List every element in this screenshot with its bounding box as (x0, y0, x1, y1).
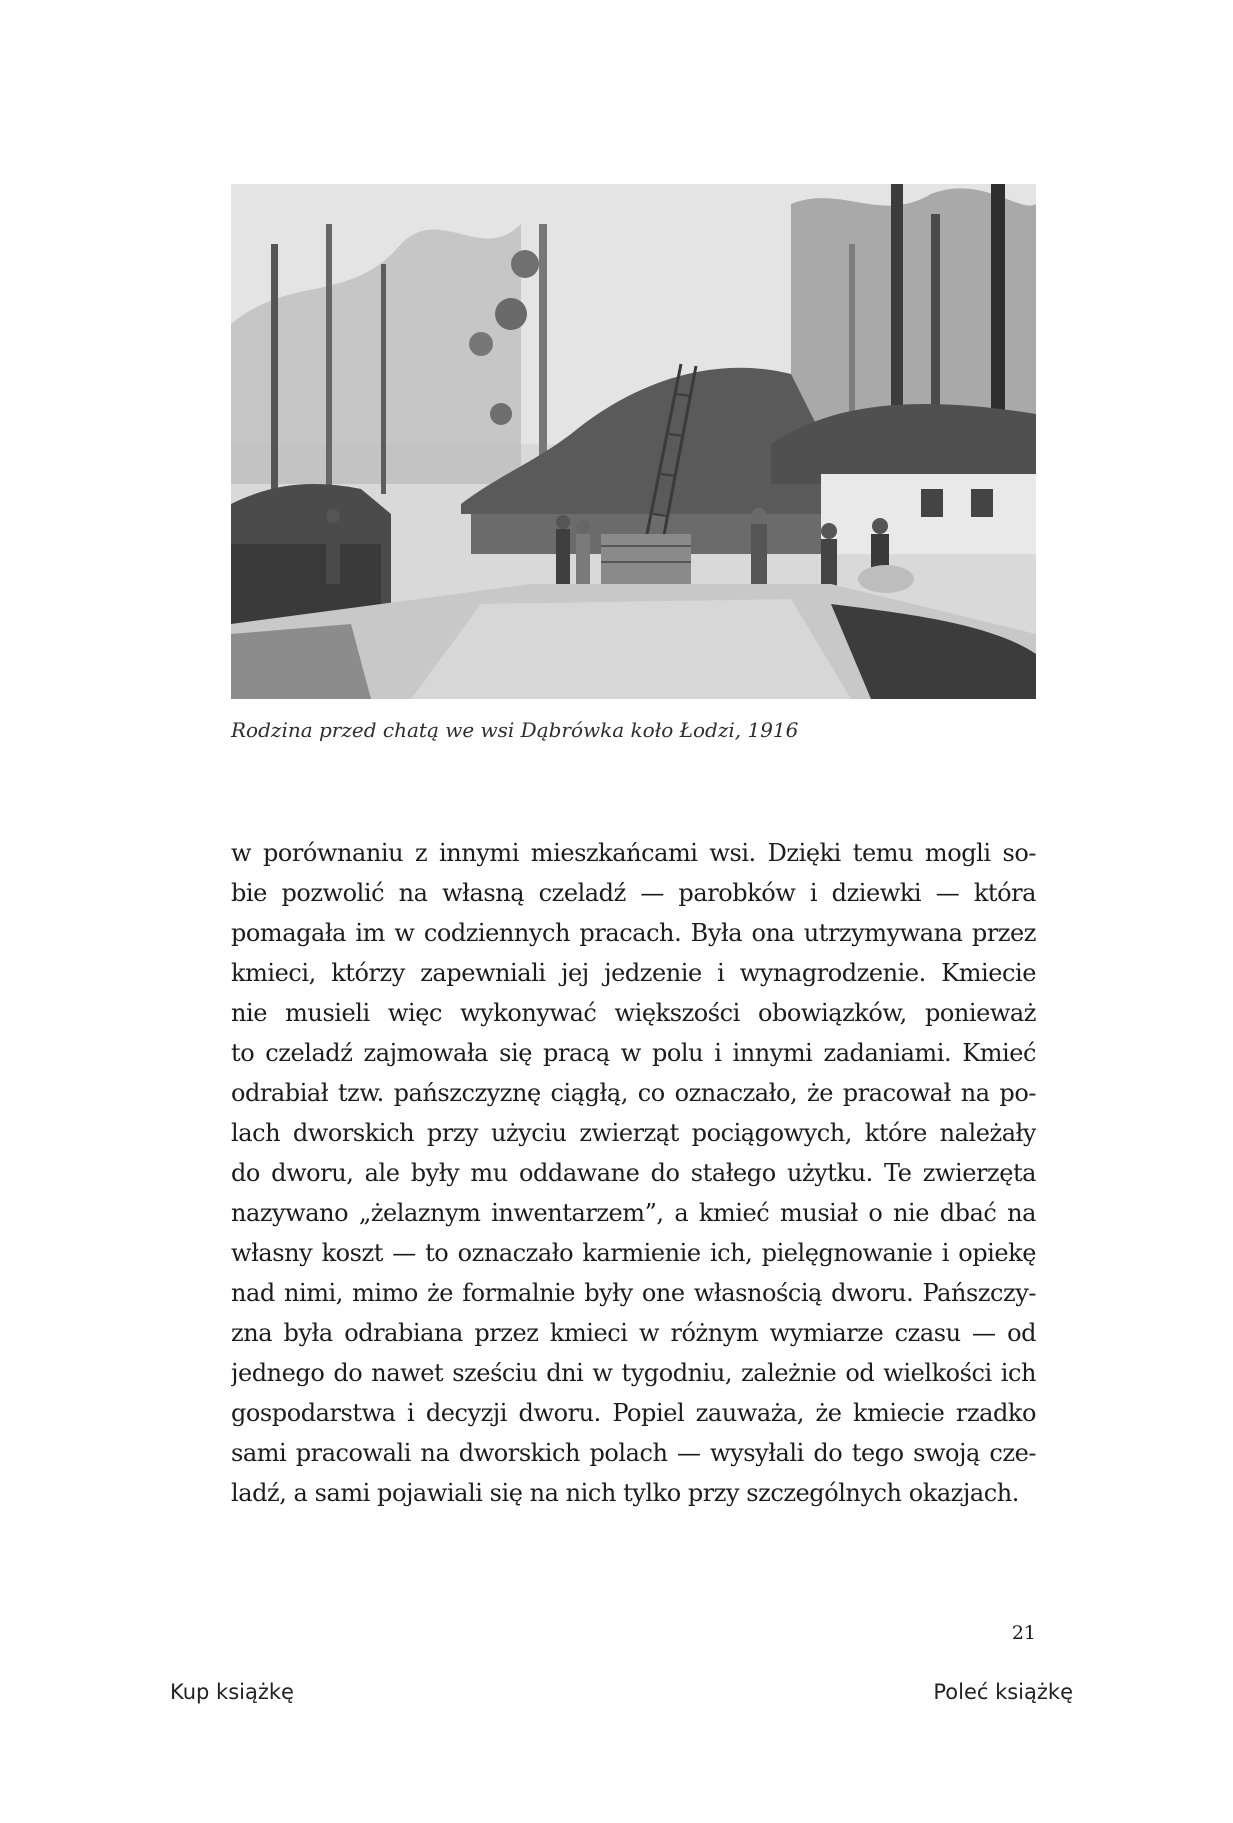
village-photo (231, 184, 1036, 699)
text-line: sami pracowali na dworskich polach — wysyłali do tego swoją cze- (231, 1439, 1036, 1467)
figure-caption: Rodzina przed chatą we wsi Dąbrówka koło Łodzi, 1916 (231, 718, 799, 742)
recommend-book-link[interactable]: Poleć książkę (933, 1680, 1073, 1704)
text-line: odrabiał tzw. pańszczyznę ciągłą, co oznaczało, że pracował na po- (231, 1079, 1036, 1107)
text-line: kmieci, którzy zapewniali jej jedzenie i wynagrodzenie. Kmiecie (231, 959, 1036, 987)
text-line: lach dworskich przy użyciu zwierząt pociągowych, które należały (231, 1119, 1036, 1147)
text-line: to czeladź zajmowała się pracą w polu i innymi zadaniami. Kmieć (231, 1039, 1036, 1067)
text-line: w porównaniu z innymi mieszkańcami wsi. Dzięki temu mogli so- (231, 839, 1036, 867)
page-number: 21 (1011, 1622, 1036, 1644)
buy-book-link[interactable]: Kup książkę (170, 1680, 294, 1704)
body-text (231, 833, 1036, 1513)
text-line: bie pozwolić na własną czeladź — parobków i dziewki — która (231, 879, 1036, 907)
text-line: jednego do nawet sześciu dni w tygodniu, zależnie od wielkości ich (231, 1359, 1036, 1387)
text-line: gospodarstwa i decyzji dworu. Popiel zauważa, że kmiecie rzadko (231, 1399, 1036, 1427)
text-line: ladź, a sami pojawiali się na nich tylko przy szczególnych okazjach. (231, 1479, 1019, 1507)
text-line: zna była odrabiana przez kmieci w różnym wymiarze czasu — od (231, 1319, 1036, 1347)
text-line: nazywano „żelaznym inwentarzem”, a kmieć musiał o nie dbać na (231, 1199, 1036, 1227)
text-line: nad nimi, mimo że formalnie były one własnością dworu. Pańszczy- (231, 1279, 1036, 1307)
text-line: pomagała im w codziennych pracach. Była ona utrzymywana przez (231, 919, 1036, 947)
text-line: własny koszt — to oznaczało karmienie ich, pielęgnowanie i opiekę (231, 1239, 1036, 1267)
text-line: nie musieli więc wykonywać większości obowiązków, ponieważ (231, 999, 1036, 1027)
text-line: do dworu, ale były mu oddawane do stałego użytku. Te zwierzęta (231, 1159, 1036, 1187)
